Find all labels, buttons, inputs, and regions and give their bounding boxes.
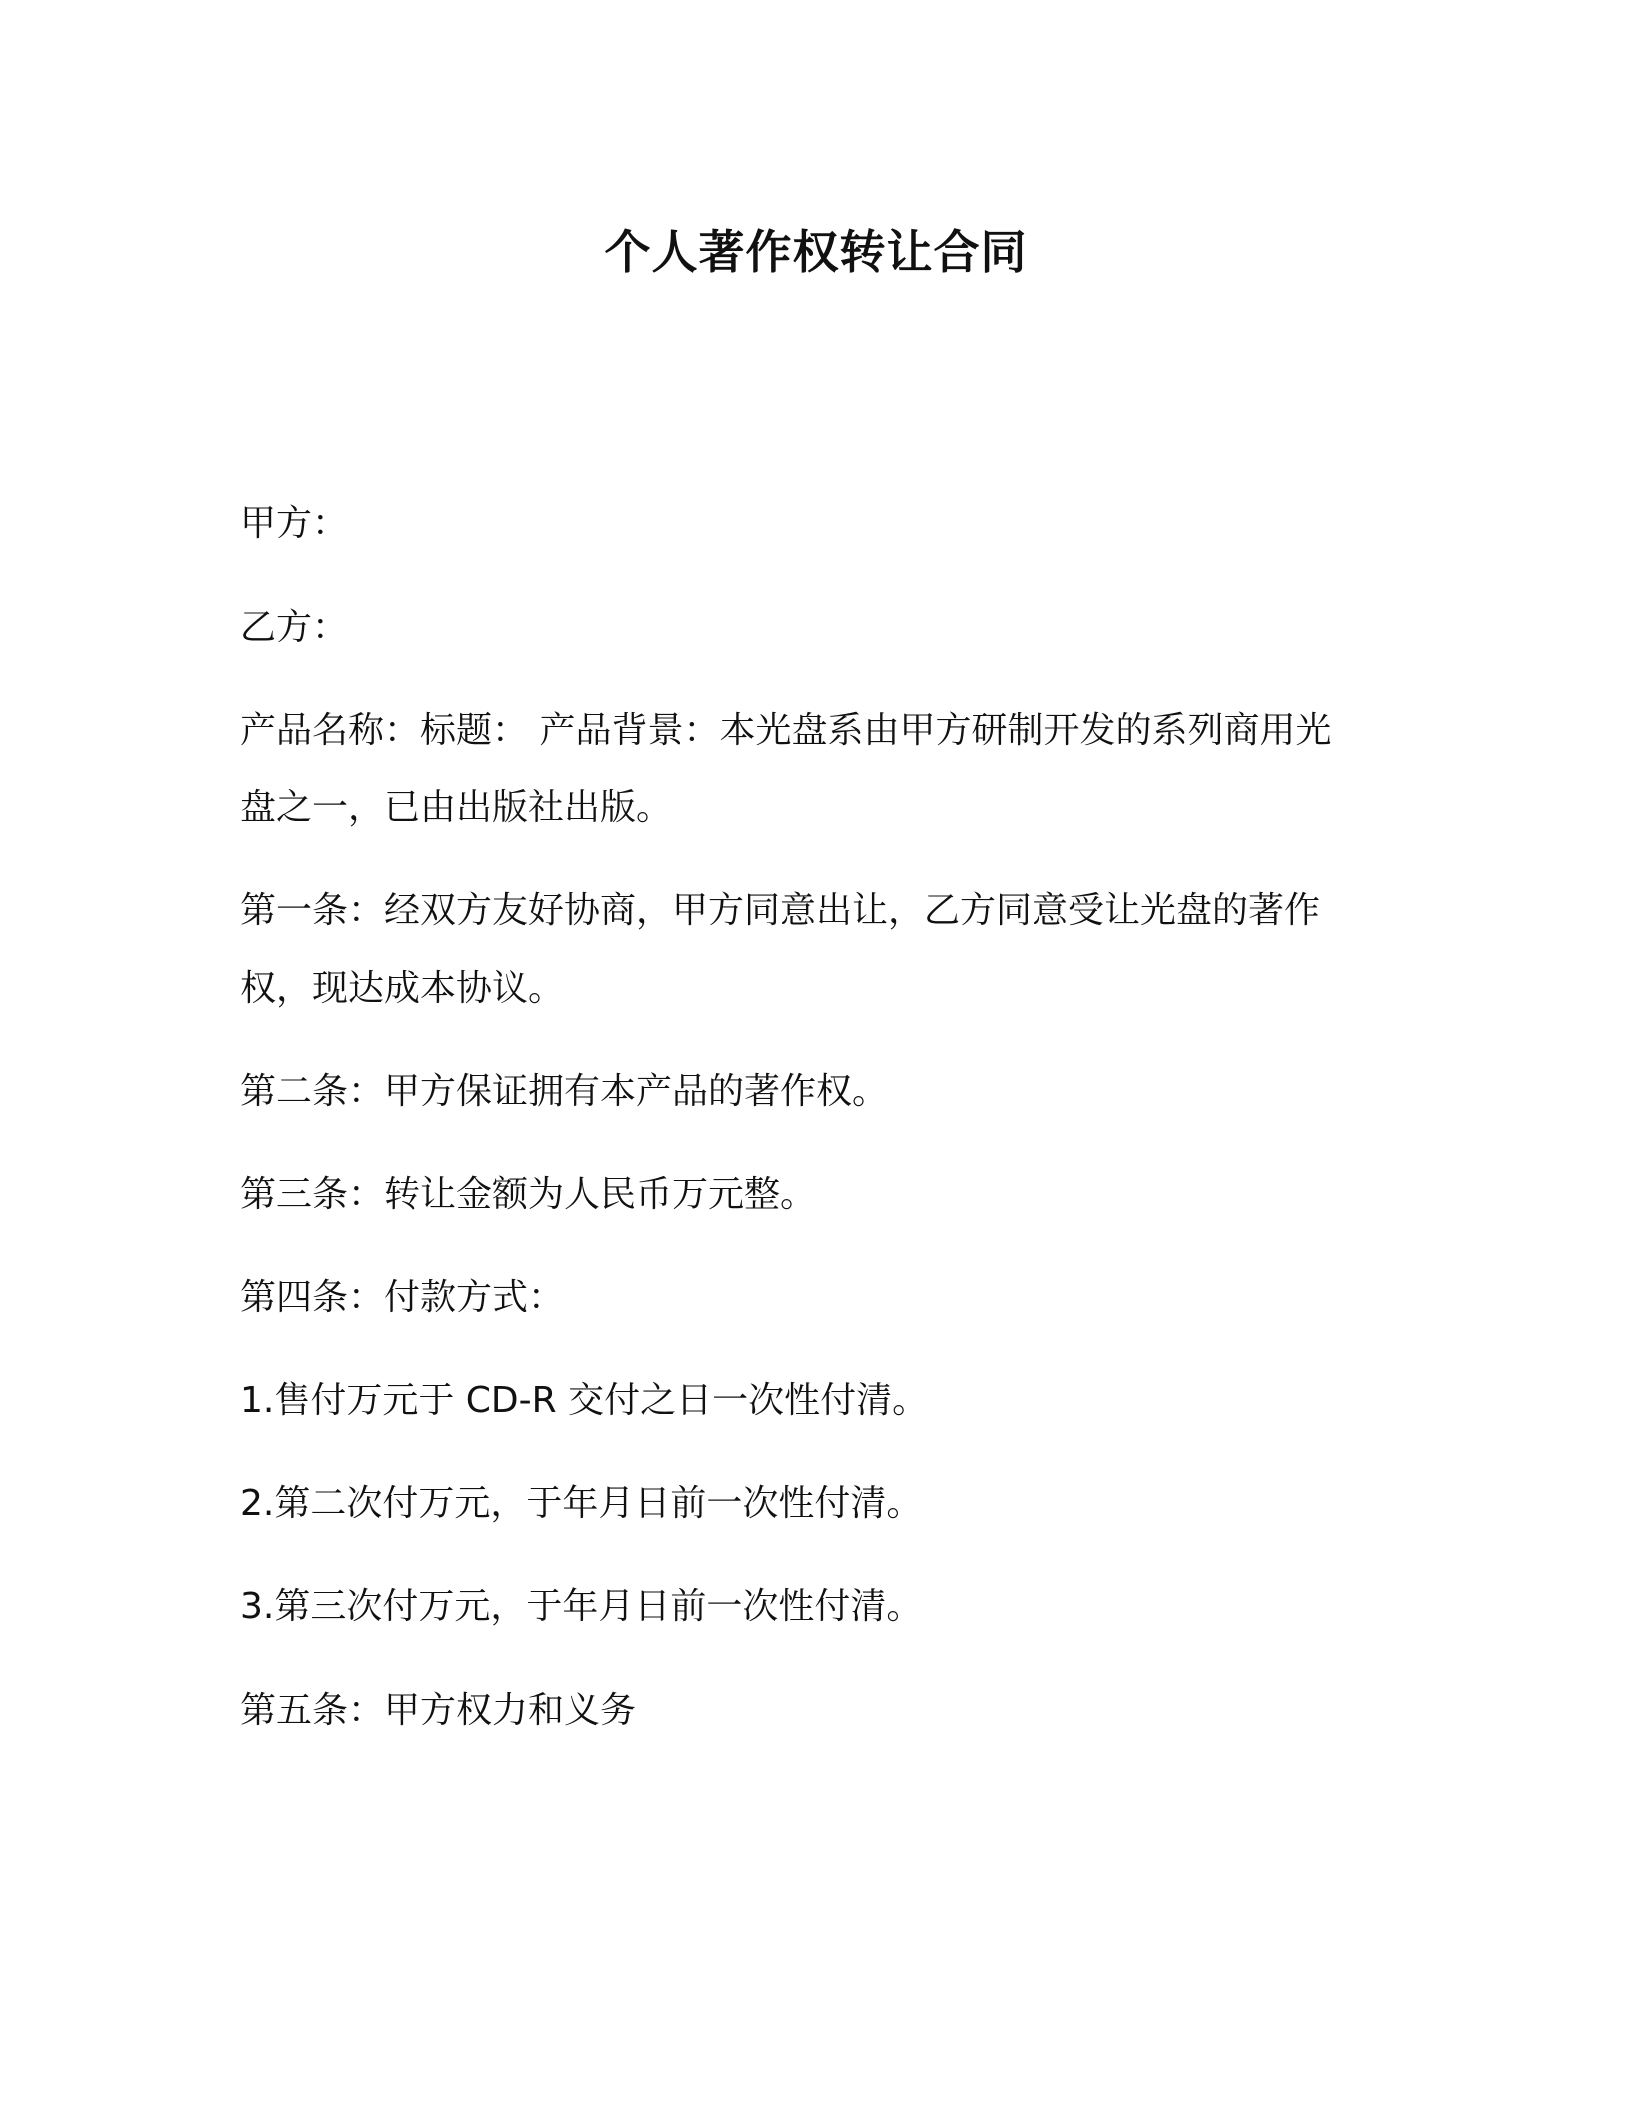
party-a-line: 甲方： <box>240 503 349 544</box>
article-5: 第五条：甲方权力和义务 <box>240 1690 637 1731</box>
product-line-1: 产品名称：标题： 产品背景：本光盘系由甲方研制开发的系列商用光 <box>240 710 1332 751</box>
party-b-line: 乙方： <box>240 607 349 648</box>
article-4: 第四条：付款方式： <box>240 1277 565 1318</box>
payment-2: 2.第二次付万元，于年月日前一次性付清。 <box>240 1483 923 1524</box>
document-title: 个人著作权转让合同 <box>604 225 1028 279</box>
payment-1: 1.售付万元于 CD-R 交付之日一次性付清。 <box>240 1380 929 1421</box>
payment-3: 3.第三次付万元，于年月日前一次性付清。 <box>240 1586 923 1627</box>
article-2: 第二条：甲方保证拥有本产品的著作权。 <box>240 1071 889 1112</box>
article-1-line-2: 权，现达成本协议。 <box>240 968 565 1009</box>
product-line-2: 盘之一，已由出版社出版。 <box>240 787 673 828</box>
article-3: 第三条：转让金额为人民币万元整。 <box>240 1174 817 1215</box>
article-1-line-1: 第一条：经双方友好协商，甲方同意出让，乙方同意受让光盘的著作 <box>240 890 1321 931</box>
